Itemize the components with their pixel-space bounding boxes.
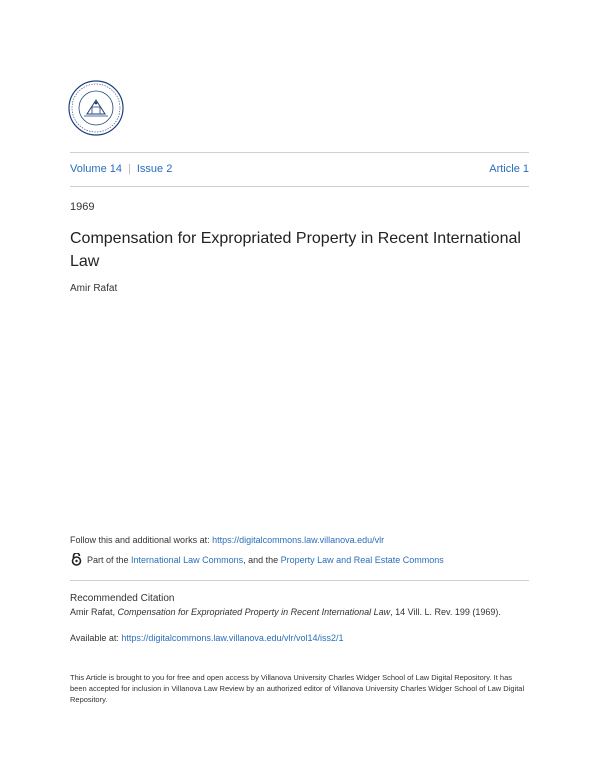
recommended-citation-heading: Recommended Citation bbox=[70, 593, 175, 604]
article-link[interactable]: Article 1 bbox=[489, 163, 529, 175]
issue-divider bbox=[70, 186, 529, 187]
article-title: Compensation for Expropriated Property in Recent International Law bbox=[70, 230, 521, 270]
article-author: Amir Rafat bbox=[70, 283, 118, 294]
university-seal-icon bbox=[66, 78, 126, 138]
footer-notice: This Article is brought to you for free and open access by Villanova University Charles Widger School of Law Digital Repository. It has been accepted for inclusion in Villanova Law Review by an authorized editor of Villanova University Charles Widger School of Law Digital Repository. bbox=[70, 673, 525, 704]
part-of-line bbox=[70, 553, 444, 566]
issue-navigation bbox=[70, 163, 529, 179]
follow-url-link[interactable]: https://digitalcommons.law.villanova.edu/vlr bbox=[212, 535, 385, 545]
available-label: Available at: bbox=[70, 633, 122, 643]
volume-link[interactable]: Volume 14 bbox=[70, 163, 122, 175]
separator: | bbox=[127, 163, 131, 175]
follow-line bbox=[70, 535, 384, 545]
issue-link[interactable]: Issue 2 bbox=[136, 163, 173, 175]
citation-title: Compensation for Expropriated Property in Recent International Law bbox=[117, 607, 391, 617]
open-access-icon bbox=[70, 553, 83, 566]
citation-text bbox=[70, 606, 530, 619]
citation-rest: , 14 Vill. L. Rev. 199 (1969). bbox=[390, 607, 501, 617]
international-law-commons-link[interactable]: International Law Commons bbox=[131, 554, 244, 565]
top-divider bbox=[70, 152, 529, 153]
available-url-link[interactable]: https://digitalcommons.law.villanova.edu/vlr/vol14/iss2/1 bbox=[121, 633, 344, 643]
follow-text: Follow this and additional works at: bbox=[70, 535, 213, 545]
property-law-commons-link[interactable]: Property Law and Real Estate Commons bbox=[280, 554, 444, 565]
part-of-prefix: Part of the bbox=[87, 554, 129, 565]
part-of-middle: , and the bbox=[243, 554, 279, 565]
available-line bbox=[70, 633, 343, 643]
citation-divider bbox=[70, 580, 529, 581]
citation-author: Amir Rafat, bbox=[70, 607, 118, 617]
publication-year: 1969 bbox=[70, 201, 95, 213]
